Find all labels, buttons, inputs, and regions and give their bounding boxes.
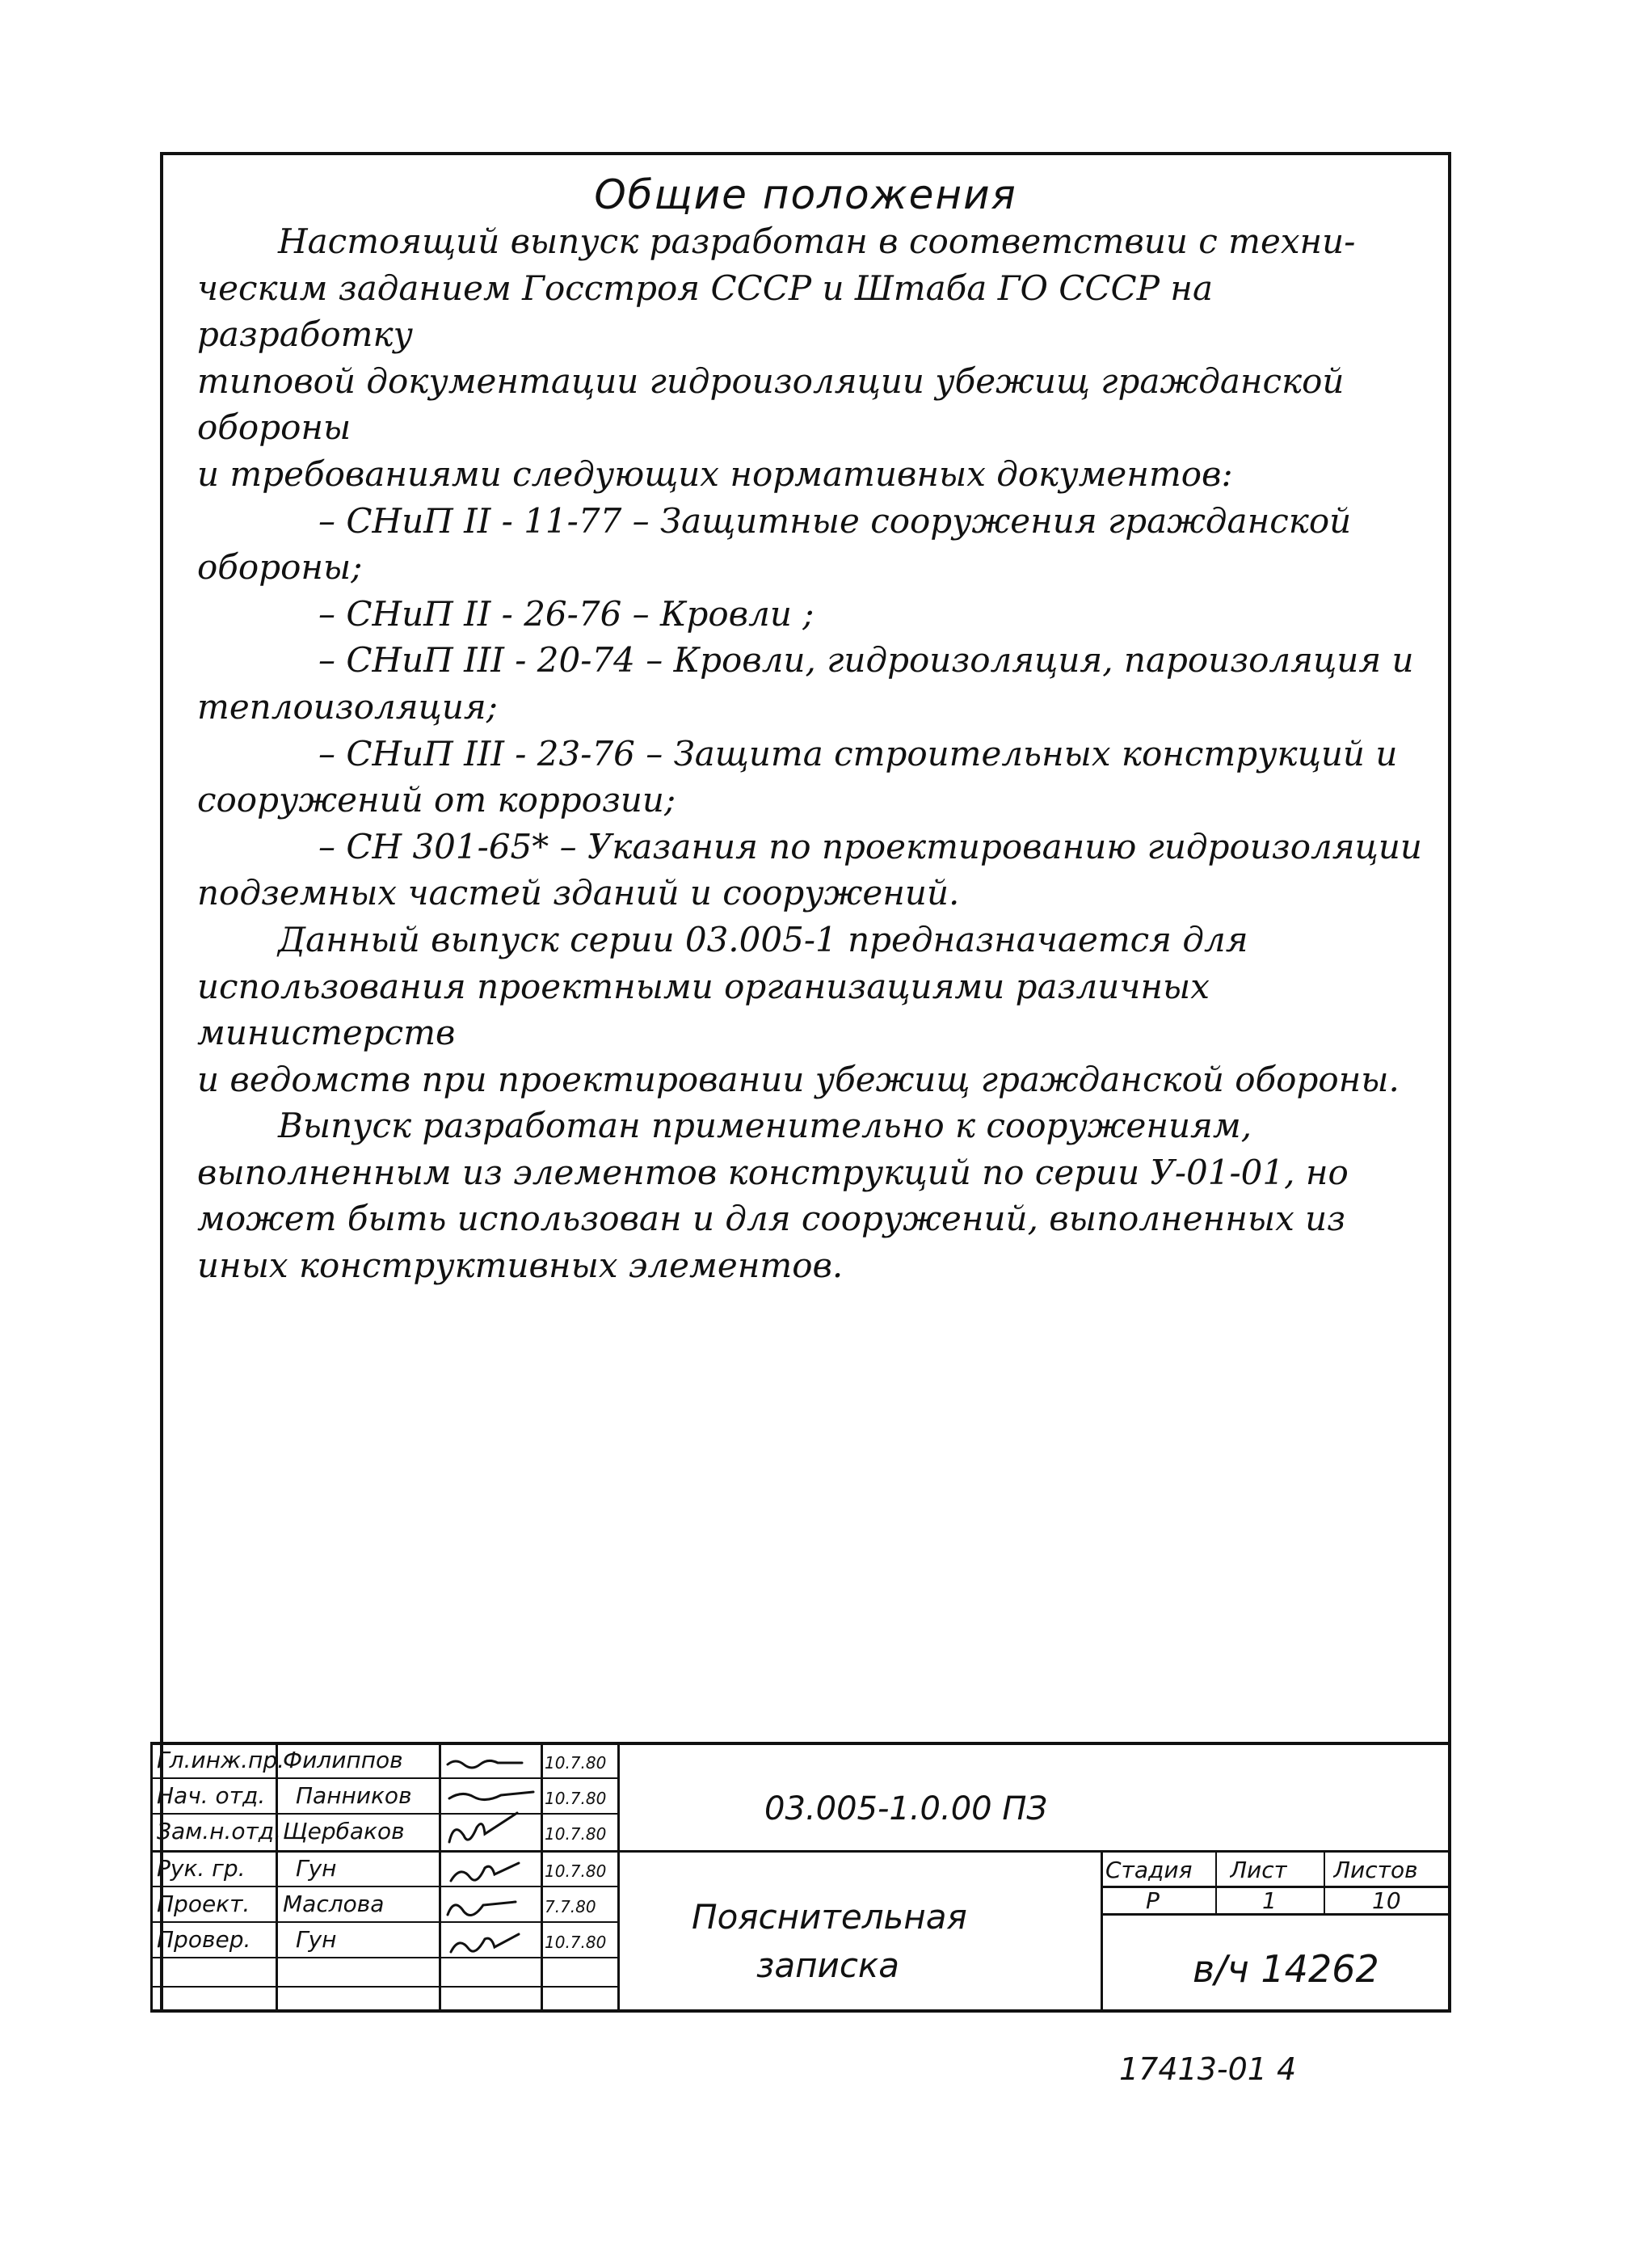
list-item: – СНиП II - 26-76 – Кровли ; <box>318 593 814 634</box>
name-cell: Гун <box>296 1926 337 1953</box>
role-cell: Гл.инж.пр. <box>157 1747 285 1773</box>
date-cell: 10.7.80 <box>545 1753 607 1773</box>
date-cell: 10.7.80 <box>545 1861 607 1881</box>
title-block <box>150 1742 1451 2013</box>
paragraph-line: типовой документации гидроизоляции убежищ гражданской обороны <box>197 360 1345 448</box>
paragraph-line: ческим заданием Госстроя СССР и Штаба ГО СССР на разработку <box>197 268 1214 355</box>
page-title: Общие положения <box>594 171 1017 218</box>
paragraph-line: может быть использован и для сооружений, выполненных из <box>197 1199 1346 1239</box>
paragraph-line: теплоизоляция; <box>197 686 498 727</box>
date-cell: 7.7.80 <box>545 1897 596 1916</box>
paragraph-line: подземных частей зданий и сооружений. <box>197 873 960 913</box>
role-cell: Нач. отд. <box>157 1782 266 1809</box>
name-cell: Панников <box>296 1782 412 1809</box>
list-item: – СН 301-65* – Указания по проектированию гидроизоляции <box>318 826 1422 866</box>
signature-marks <box>443 1745 538 1988</box>
document-name-line2: записка <box>756 1946 900 1985</box>
sheets-label: Листов <box>1333 1857 1418 1883</box>
body-text <box>197 218 1425 1289</box>
role-cell: Зам.н.отд. <box>157 1818 282 1844</box>
document-name: Пояснительная <box>692 1897 967 1937</box>
name-cell: Маслова <box>283 1891 385 1917</box>
list-item: – СНиП III - 20-74 – Кровли, гидроизоляция, пароизоляция и <box>318 640 1414 681</box>
name-cell: Щербаков <box>283 1818 405 1844</box>
sheets-value: 10 <box>1372 1887 1401 1914</box>
paragraph-line: сооружений от коррозии; <box>197 780 676 820</box>
role-cell: Рук. гр. <box>157 1855 246 1882</box>
paragraph-line: Данный выпуск серии 03.005-1 предназначается для <box>278 919 1248 959</box>
document-code: 03.005-1.0.00 ПЗ <box>764 1790 1048 1827</box>
date-cell: 10.7.80 <box>545 1824 607 1844</box>
paragraph-line: иных конструктивных элементов. <box>197 1246 844 1286</box>
drawing-frame <box>160 152 1451 2013</box>
sheet-value: 1 <box>1262 1887 1277 1914</box>
list-item: – СНиП II - 11-77 – Защитные сооружения гражданской обороны; <box>197 500 1352 588</box>
list-item: – СНиП III - 23-76 – Защита строительных конструкций и <box>318 733 1398 774</box>
role-cell: Провер. <box>157 1926 251 1953</box>
paragraph-line: и ведомств при проектировании убежищ гражданской обороны. <box>197 1059 1400 1099</box>
name-cell: Гун <box>296 1855 337 1882</box>
name-cell: Филиппов <box>283 1747 403 1773</box>
footer-number: 17413-01 4 <box>1119 2051 1297 2087</box>
paragraph-line: Настоящий выпуск разработан в соответствии с техни- <box>278 221 1356 261</box>
paragraph-line: выполненным из элементов конструкций по серии У-01-01, но <box>197 1152 1349 1192</box>
paragraph-line: и требованиями следующих нормативных документов: <box>197 453 1233 494</box>
sheet-label: Лист <box>1230 1857 1287 1883</box>
date-cell: 10.7.80 <box>545 1789 607 1808</box>
paragraph-line: использования проектными организациями различных министерств <box>197 966 1210 1053</box>
stage-label: Стадия <box>1105 1857 1193 1883</box>
paragraph-line: Выпуск разработан применительно к сооружениям, <box>278 1106 1252 1146</box>
date-cell: 10.7.80 <box>545 1933 607 1952</box>
organization: в/ч 14262 <box>1193 1947 1379 1991</box>
stage-value: Р <box>1146 1887 1160 1914</box>
role-cell: Проект. <box>157 1891 250 1917</box>
